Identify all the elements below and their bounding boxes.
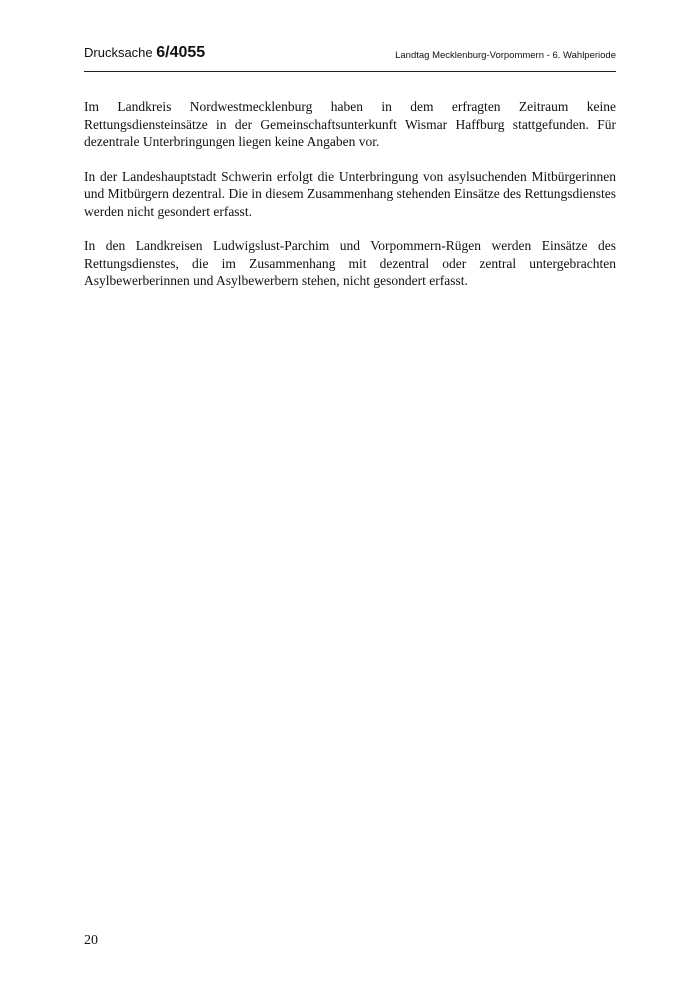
header-divider [84,71,616,72]
document-number: 6/4055 [156,44,206,61]
document-label: Drucksache [84,45,157,60]
document-reference [84,44,205,62]
paragraph-nordwestmecklenburg: Im Landkreis Nordwestmecklenburg haben in dem erfragten Zeitraum keine Rettungsdiensteinsätze in der Gemeinschaftsunterkunft Wismar Haffburg stattgefunden. Für dezentrale Unterbringungen liegen keine Angaben vor. [84,99,616,149]
parliament-name: Landtag Mecklenburg-Vorpommern - 6. Wahlperiode [395,50,616,61]
paragraph-ludwigslust-vorpommern: In den Landkreisen Ludwigslust-Parchim und Vorpommern-Rügen werden Einsätze des Rettungsdienstes, die im Zusammenhang mit dezentral oder zentral untergebrachten Asylbewerberinnen und Asylbewerbern stehen, nicht gesondert erfasst. [84,238,616,288]
page-number: 20 [84,933,98,948]
document-body [84,98,616,307]
paragraph-schwerin: In der Landeshauptstadt Schwerin erfolgt die Unterbringung von asylsuchenden Mitbürgerinnen und Mitbürgern dezentral. Die in diesem Zusammenhang stehenden Einsätze des Rettungsdienstes werden nicht gesondert erfasst. [84,168,616,219]
page-header [84,44,616,64]
